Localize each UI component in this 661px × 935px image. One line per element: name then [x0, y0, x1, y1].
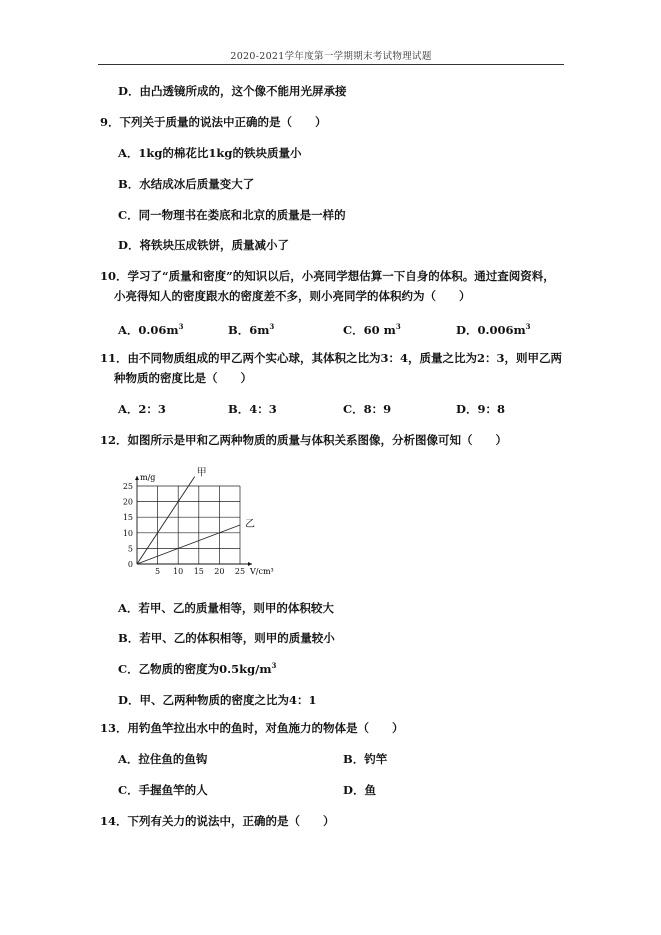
header-title: 2020-2021学年度第一学期期末考试物理试题	[230, 51, 432, 62]
header-divider	[98, 64, 564, 65]
q11-stem-line1: 11．由不同物质组成的甲乙两个实心球，其体积之比为3：4，质量之比为2：3，则甲乙两	[100, 351, 563, 365]
mass-volume-chart	[112, 466, 292, 581]
q13-option-b: B．钓竿	[343, 752, 388, 766]
q11-option-a: A．2：3	[118, 402, 166, 416]
x-tick-label: 10	[173, 567, 184, 576]
q12-option-d: D．甲、乙两种物质的密度之比为4：1	[118, 693, 317, 707]
x-axis-label: V/cm³	[250, 567, 274, 576]
x-tick-label: 5	[155, 567, 161, 576]
q10-stem-line1: 10．学习了“质量和密度”的知识以后，小亮同学想估算一下自身的体积。通过查阅资料，	[100, 269, 555, 283]
x-axis-arrow	[248, 562, 252, 566]
series-label-jia: 甲	[196, 467, 207, 479]
y-tick-label: 20	[122, 497, 133, 507]
q10-option-b: B．$6m^3$	[228, 322, 275, 337]
y-tick-label: 0	[127, 560, 133, 569]
q9-option-a: A．1kg的棉花比1kg的铁块质量小	[118, 146, 302, 160]
q10-option-a: A．$0.06m^3$	[118, 322, 184, 337]
q9-stem: 9．下列关于质量的说法中正确的是（ ）	[100, 115, 327, 129]
y-tick-label: 5	[127, 544, 133, 554]
x-tick-label: 15	[193, 567, 204, 576]
q12-option-b: B．若甲、乙的体积相等，则甲的质量较小	[118, 631, 335, 645]
q12-option-a: A．若甲、乙的质量相等，则甲的体积较大	[118, 601, 334, 615]
y-axis-label: m/g	[140, 473, 156, 482]
q11-option-d: D．9：8	[456, 402, 505, 416]
q11-option-c: C．8：9	[343, 402, 392, 416]
q10-stem-line2: 小亮得知人的密度跟水的密度差不多，则小亮同学的体积约为（ ）	[114, 289, 471, 303]
q10-option-d: D．$0.006m^3$	[456, 322, 531, 337]
q11-stem-line2: 种物质的密度比是（ ）	[114, 371, 252, 385]
q13-option-c: C．手握鱼竿的人	[118, 783, 208, 797]
q8-option-d: D．由凸透镜所成的，这个像不能用光屏承接	[118, 84, 347, 98]
y-axis-arrow	[135, 476, 139, 480]
q13-option-a: A．拉住鱼的鱼钩	[118, 752, 208, 766]
q10-option-c: C．60 $m^3$	[343, 322, 401, 337]
series-line-yi	[137, 525, 240, 564]
q9-option-b: B．水结成冰后质量变大了	[118, 177, 255, 191]
q12-option-c: C．乙物质的密度为$0.5kg/m^3$	[118, 661, 277, 676]
y-tick-label: 10	[122, 528, 133, 538]
chart-tick-labels	[123, 482, 245, 576]
chart-grid	[137, 486, 240, 564]
q9-option-c: C．同一物理书在娄底和北京的质量是一样的	[118, 208, 346, 222]
y-tick-label: 25	[122, 482, 133, 491]
q11-option-b: B．4：3	[228, 402, 277, 416]
series-label-yi: 乙	[245, 519, 255, 530]
x-tick-label: 20	[214, 567, 225, 576]
series-line-jia	[137, 477, 195, 564]
q13-stem: 13．用钓鱼竿拉出水中的鱼时，对鱼施力的物体是（ ）	[100, 721, 404, 735]
q13-option-d: D．鱼	[343, 783, 376, 797]
q12-stem: 12．如图所示是甲和乙两种物质的质量与体积关系图像，分析图像可知（ ）	[100, 433, 507, 447]
x-tick-label: 25	[234, 567, 246, 576]
q14-stem: 14．下列有关力的说法中，正确的是（ ）	[100, 814, 335, 828]
chart-axes	[135, 476, 252, 566]
y-tick-label: 15	[122, 513, 133, 523]
q9-option-d: D．将铁块压成铁饼，质量减小了	[118, 238, 289, 252]
